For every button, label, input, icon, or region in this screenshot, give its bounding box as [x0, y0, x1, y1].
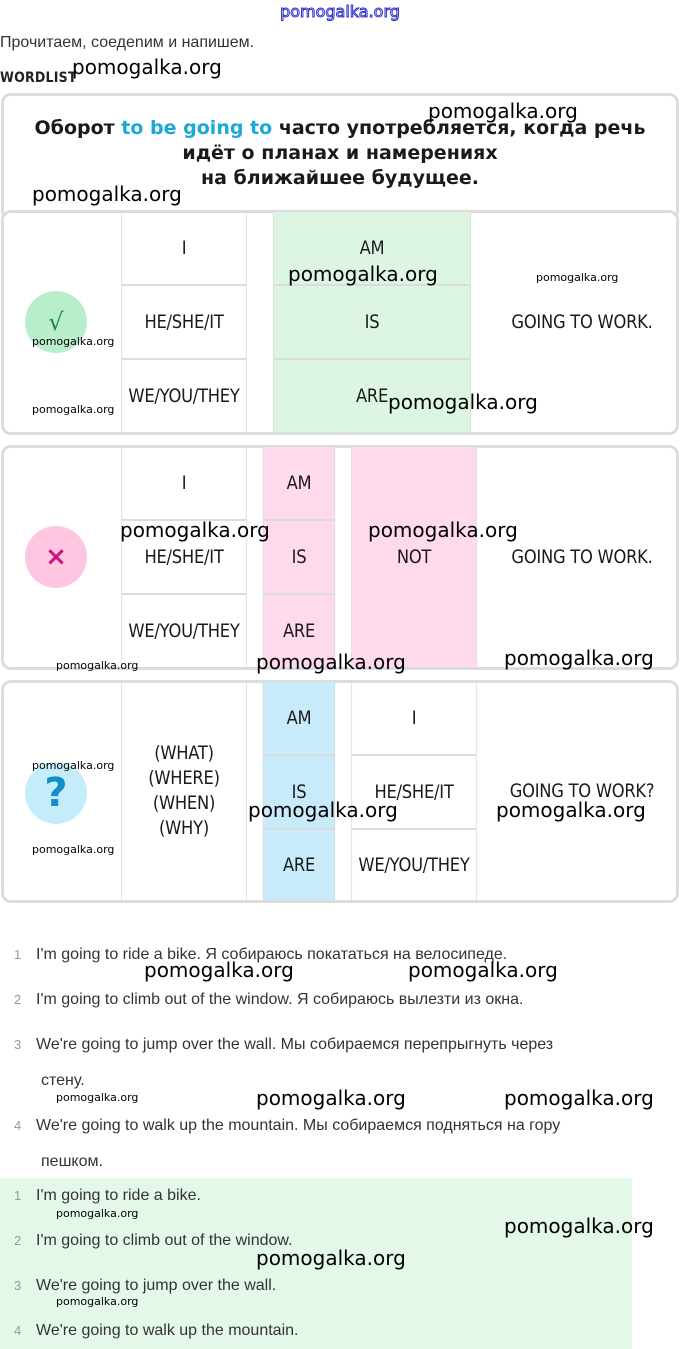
watermark: pomogalka.org	[496, 798, 646, 822]
watermark: pomogalka.org	[504, 646, 654, 670]
watermark: pomogalka.org	[56, 1207, 139, 1220]
example-number: 2	[14, 992, 22, 1007]
question-verb-are: ARE	[263, 829, 335, 901]
intro-text: Прочитаем, соедеnим и напишем.	[0, 34, 255, 51]
watermark: pomogalka.org	[388, 390, 538, 414]
example-number: 3	[14, 1037, 22, 1052]
watermark: pomogalka.org	[144, 958, 294, 982]
watermark: pomogalka.org	[248, 798, 398, 822]
watermark: pomogalka.org	[32, 403, 115, 416]
affirmative-verb-am: AM	[273, 211, 471, 285]
watermark: pomogalka.org	[72, 55, 222, 79]
negative-subject-he: HE/SHE/IT	[121, 520, 247, 594]
watermark: pomogalka.org	[504, 1086, 654, 1110]
watermark-header: pomogalka.org	[280, 2, 400, 21]
affirmative-verb-are: ARE	[273, 359, 471, 433]
watermark: pomogalka.org	[32, 843, 115, 856]
check-icon: √	[25, 291, 87, 353]
negative-verb-are: ARE	[263, 594, 335, 668]
answer-number: 3	[14, 1278, 22, 1293]
watermark: pomogalka.org	[288, 262, 438, 286]
negative-ending: GOING TO WORK.	[511, 546, 653, 568]
example-number: 4	[14, 1118, 22, 1133]
example-text-continuation: стену.	[41, 1072, 85, 1089]
watermark: pomogalka.org	[32, 759, 115, 772]
answer-number: 2	[14, 1233, 22, 1248]
affirmative-ending: GOING TO WORK.	[511, 311, 653, 333]
example-text: I'm going to ride a bike. Я собираюсь покататься на велосипеде.	[36, 946, 508, 963]
negative-subject-we: WE/YOU/THEY	[121, 594, 247, 668]
question-icon: ?	[25, 762, 87, 824]
affirmative-subject-i: I	[121, 211, 247, 285]
headline-text: Оборот to be going to часто употребляется, когда речь идёт о планах и намерениях на ближайшее будущее.	[34, 117, 646, 189]
watermark: pomogalka.org	[256, 650, 406, 674]
watermark: pomogalka.org	[256, 1246, 406, 1270]
answer-number: 4	[14, 1323, 22, 1338]
watermark: pomogalka.org	[56, 1091, 139, 1104]
answer-text: I'm going to climb out of the window.	[36, 1232, 293, 1249]
negative-verb-is: IS	[263, 520, 335, 594]
watermark: pomogalka.org	[256, 1086, 406, 1110]
answer-text: I'm going to ride a bike.	[36, 1187, 201, 1204]
affirmative-verb-is: IS	[273, 285, 471, 359]
example-number: 1	[14, 947, 22, 962]
question-wh-words: (WHAT) (WHERE) (WHEN) (WHY)	[121, 681, 247, 901]
answer-number: 1	[14, 1188, 22, 1203]
answer-text: We're going to jump over the wall.	[36, 1277, 277, 1294]
question-verb-is: IS	[263, 755, 335, 829]
question-verb-am: AM	[263, 681, 335, 755]
affirmative-subject-he: HE/SHE/IT	[121, 285, 247, 359]
example-text: We're going to jump over the wall. Мы собираемся перепрыгнуть через	[36, 1036, 554, 1053]
negative-subject-i: I	[121, 446, 247, 520]
wordlist-label[interactable]: WORDLIST	[0, 70, 77, 86]
example-text-continuation: пешком.	[41, 1153, 103, 1170]
question-subject-we: WE/YOU/THEY	[351, 829, 477, 901]
watermark: pomogalka.org	[56, 1295, 139, 1308]
affirmative-subject-we: WE/YOU/THEY	[121, 359, 247, 433]
negative-verb-am: AM	[263, 446, 335, 520]
watermark: pomogalka.org	[408, 958, 558, 982]
watermark: pomogalka.org	[120, 518, 270, 542]
watermark: pomogalka.org	[32, 182, 182, 206]
question-subject-i: I	[351, 681, 477, 755]
question-subject-he: HE/SHE/IT	[351, 755, 477, 829]
watermark: pomogalka.org	[56, 659, 139, 672]
cross-icon: ×	[25, 526, 87, 588]
watermark: pomogalka.org	[504, 1214, 654, 1238]
example-text: We're going to walk up the mountain. Мы собираемся подняться на гору	[36, 1117, 561, 1134]
answer-text: We're going to walk up the mountain.	[36, 1322, 299, 1339]
watermark: pomogalka.org	[368, 518, 518, 542]
negative-not: NOT	[351, 446, 477, 668]
watermark: pomogalka.org	[32, 335, 115, 348]
watermark: pomogalka.org	[428, 99, 578, 123]
example-text: I'm going to climb out of the window. Я собираюсь вылезти из окна.	[36, 991, 524, 1008]
watermark: pomogalka.org	[536, 271, 619, 284]
question-ending: GOING TO WORK?	[509, 780, 655, 802]
